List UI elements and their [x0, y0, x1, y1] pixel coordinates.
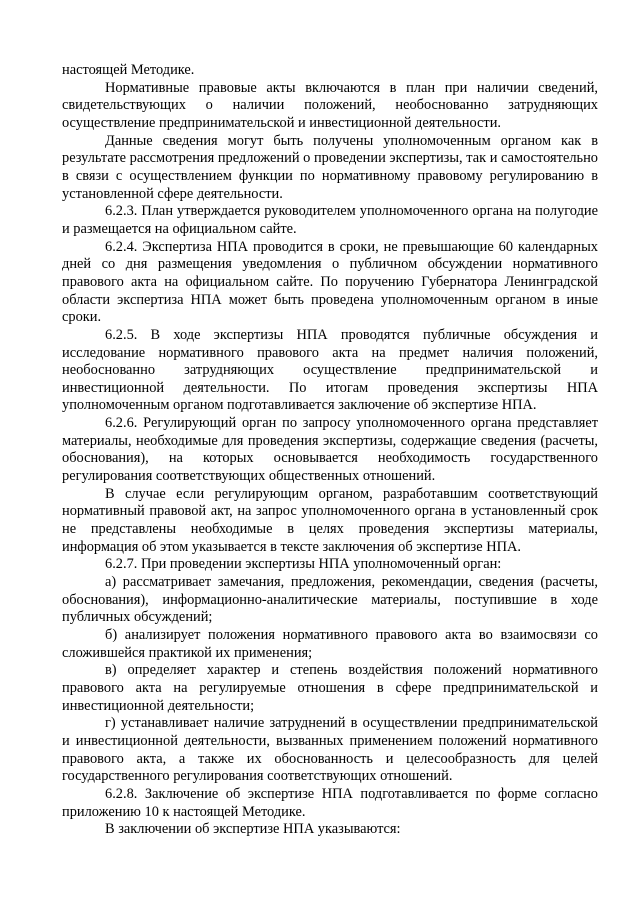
paragraph-data-sources: Данные сведения могут быть получены уполномоченным органом как в результате рассмотрения предложений о проведении экспертизы, так и самостоятельно в связи с осуществлением функции по нормативному правовому регулированию в установленной сфере деятельности.: [62, 132, 598, 202]
paragraph-6-2-5: 6.2.5. В ходе экспертизы НПА проводятся публичные обсуждения и исследование нормативного правового акта на предмет наличия положений, необоснованно затрудняющих осуществление предпринимательской и инвестиционной деятельности. По итогам проведения экспертизы НПА уполномоченным органом подготавливается заключение об экспертизе НПА.: [62, 326, 598, 414]
paragraph-acts-inclusion: Нормативные правовые акты включаются в план при наличии сведений, свидетельствующих о наличии положений, необоснованно затрудняющих осуществление предпринимательской и инвестиционной деятельности.: [62, 79, 598, 131]
paragraph-6-2-7: 6.2.7. При проведении экспертизы НПА уполномоченный орган:: [105, 556, 502, 573]
document-page: [62, 62, 598, 839]
paragraph-6-2-4: 6.2.4. Экспертиза НПА проводится в сроки, не превышающие 60 календарных дней со дня размещения уведомления о публичном обсуждении нормативного правового акта на официальном сайте. По поручению Губернатора Ленинградской области экспертиза НПА может быть проведена уполномоченным органом в иные сроки.: [62, 238, 598, 326]
paragraph-continuation: настоящей Методике.: [62, 62, 195, 78]
paragraph-6-2-8: 6.2.8. Заключение об экспертизе НПА подготавливается по форме согласно приложению 10 к настоящей Методике.: [62, 785, 598, 820]
list-item-g: г) устанавливает наличие затруднений в осуществлении предпринимательской и инвестиционной деятельности, вызванных применением положений нормативного правового акта, а также их обоснованность и целесообразность для целей государственного регулирования соответствующих отношений.: [62, 715, 598, 785]
paragraph-6-2-3: 6.2.3. План утверждается руководителем уполномоченного органа на полугодие и размещается на официальном сайте.: [62, 203, 598, 237]
paragraph-6-2-6: 6.2.6. Регулирующий орган по запросу уполномоченного органа представляет материалы, необходимые для проведения экспертизы, содержащие сведения (расчеты, обоснования), на которых основывается необходимость государственного регулирования соответствующих общественных отношений.: [62, 415, 598, 485]
paragraph-conclusion-contents: В заключении об экспертизе НПА указываются:: [105, 821, 401, 838]
list-item-v: в) определяет характер и степень воздействия положений нормативного правового акта на регулируемые отношения в сфере предпринимательской и инвестиционной деятельности;: [62, 662, 598, 714]
paragraph-missing-materials: В случае если регулирующим органом, разработавшим соответствующий нормативный правовой акт, на запрос уполномоченного органа в установленный срок не представлены необходимые в целях проведения экспертизы материалы, информация об этом указывается в тексте заключения об экспертизе НПА.: [62, 485, 598, 555]
list-item-a: а) рассматривает замечания, предложения, рекомендации, сведения (расчеты, обоснования), информационно-аналитические материалы, поступившие в ходе публичных обсуждений;: [62, 574, 598, 626]
list-item-b: б) анализирует положения нормативного правового акта во взаимосвязи со сложившейся практикой их применения;: [62, 627, 598, 661]
